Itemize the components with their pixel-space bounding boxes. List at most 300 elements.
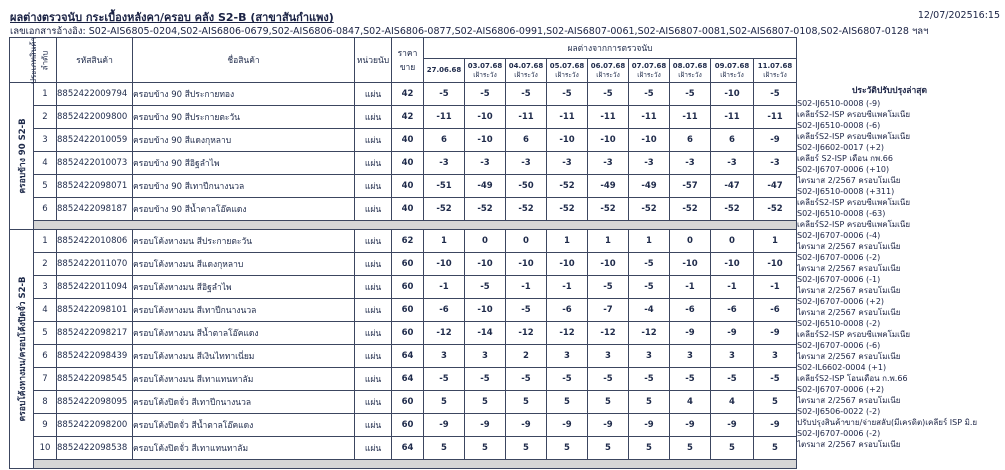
row-diff-value: 1 xyxy=(424,230,465,253)
remark-line: S02-IJ6506-0022 (-2) xyxy=(797,407,881,416)
row-seq: 9 xyxy=(34,414,57,437)
remarks-list xyxy=(797,98,1005,450)
row-diff-value: 6 xyxy=(711,129,754,152)
row-diff-value: 5 xyxy=(754,437,797,460)
row-diff-value: 3 xyxy=(711,345,754,368)
row-diff-value: -3 xyxy=(424,152,465,175)
row-diff-value: -11 xyxy=(711,106,754,129)
row-diff-value: -7 xyxy=(588,299,629,322)
remark-line: S02-IJ6707-0006 (-6) xyxy=(797,341,881,350)
row-price: 42 xyxy=(392,106,424,129)
row-diff-value: -52 xyxy=(711,198,754,221)
col-header-code: รหัสสินค้า xyxy=(57,38,133,83)
row-diff-value: -9 xyxy=(670,414,711,437)
row-diff-value: -1 xyxy=(754,276,797,299)
row-name: ครอบโค้งปิดจั่ว สีเทาแทนทาลัม xyxy=(133,437,355,460)
table-row xyxy=(10,368,797,391)
row-diff-value: 5 xyxy=(506,391,547,414)
print-datetime: 12/07/202516:15 xyxy=(917,10,1000,21)
row-price: 64 xyxy=(392,437,424,460)
row-diff-value: -9 xyxy=(711,414,754,437)
remark-line: เคลียร์S2-ISP ครอบซีแพคโมเนีย xyxy=(797,330,911,339)
row-diff-value: -10 xyxy=(547,253,588,276)
remarks-header: ประวัติปรับปรุงล่าสุด xyxy=(852,86,927,96)
row-name: ครอบข้าง 90 สีแดงกุหลาบ xyxy=(133,129,355,152)
row-diff-value: -4 xyxy=(629,299,670,322)
reference-docs: เลขเอกสารอ้างอิง: S02-AIS6805-0204,S02-AIS6806-0679,S02-AIS6806-0847,S02-AIS6806-0877,S02-AIS6806-0991,S02-AIS6807-0061,S02-AIS6807-0081,S02-AIS6807-0108,S02-AIS6807-0128 ฯลฯ xyxy=(10,26,929,37)
row-diff-value: 1 xyxy=(754,230,797,253)
row-price: 60 xyxy=(392,276,424,299)
remark-line: เคลียร์S2-ISP ครอบซีแพคโมเนีย xyxy=(797,110,911,119)
row-code: 8852422098538 xyxy=(57,437,133,460)
row-diff-value: -11 xyxy=(754,106,797,129)
remark-line: เคลียร์S2-ISP ครอบซีแพคโมเนีย xyxy=(797,132,911,141)
row-seq: 6 xyxy=(34,198,57,221)
row-name: ครอบโค้งปิดจั่ว สีน้ำตาลโอ๊คแดง xyxy=(133,414,355,437)
remark-line: เคลียร์ S2-ISP เดือน กพ.66 xyxy=(797,154,893,163)
row-diff-value: -5 xyxy=(754,83,797,106)
row-price: 60 xyxy=(392,253,424,276)
row-diff-value: -9 xyxy=(670,322,711,345)
row-diff-value: -50 xyxy=(506,175,547,198)
row-diff-value: -9 xyxy=(547,414,588,437)
row-unit: แผ่น xyxy=(355,276,392,299)
row-name: ครอบโค้งหางมน สีเงินไททาเนี่ยม xyxy=(133,345,355,368)
row-diff-value: -5 xyxy=(588,368,629,391)
row-code: 8852422098200 xyxy=(57,414,133,437)
row-diff-value: 5 xyxy=(629,391,670,414)
row-seq: 3 xyxy=(34,129,57,152)
remark-line: ไตรมาส 2/2567 ครอบโมเนีย xyxy=(797,176,901,185)
row-diff-value: 0 xyxy=(465,230,506,253)
row-diff-value: -5 xyxy=(465,368,506,391)
row-diff-value: -10 xyxy=(506,253,547,276)
row-unit: แผ่น xyxy=(355,437,392,460)
row-price: 60 xyxy=(392,391,424,414)
remark-line: S02-IJ6510-0008 (-2) xyxy=(797,319,881,328)
table-row xyxy=(10,152,797,175)
row-unit: แผ่น xyxy=(355,106,392,129)
row-unit: แผ่น xyxy=(355,322,392,345)
col-header-date: 08.07.68 เฝ้าระวัง xyxy=(670,59,711,83)
row-diff-value: -49 xyxy=(588,175,629,198)
row-diff-value: 4 xyxy=(711,391,754,414)
row-unit: แผ่น xyxy=(355,368,392,391)
row-price: 40 xyxy=(392,152,424,175)
row-diff-value: 4 xyxy=(670,391,711,414)
row-diff-value: -10 xyxy=(465,253,506,276)
row-seq: 1 xyxy=(34,230,57,253)
remark-line: S02-IJ6707-0006 (-2) xyxy=(797,253,881,262)
row-code: 8852422011070 xyxy=(57,253,133,276)
row-unit: แผ่น xyxy=(355,230,392,253)
row-diff-value: -12 xyxy=(588,322,629,345)
row-diff-value: -52 xyxy=(629,198,670,221)
row-diff-value: -5 xyxy=(754,368,797,391)
group-separator xyxy=(10,221,797,230)
row-code: 8852422098545 xyxy=(57,368,133,391)
row-diff-value: -52 xyxy=(670,198,711,221)
group-label: ครอบโค้งหางมน/ครอบโค้งปิดจั่ว S2-B xyxy=(17,276,28,422)
row-diff-value: -9 xyxy=(754,129,797,152)
row-diff-value: -5 xyxy=(465,276,506,299)
remark-line: S02-IJ6510-0008 (-6) xyxy=(797,121,881,130)
row-diff-value: -5 xyxy=(506,83,547,106)
row-diff-value: 5 xyxy=(424,391,465,414)
row-diff-value: -10 xyxy=(588,129,629,152)
table-body xyxy=(10,83,797,469)
row-diff-value: -6 xyxy=(547,299,588,322)
row-name: ครอบข้าง 90 สีเทาปีกนางนวล xyxy=(133,175,355,198)
row-code: 8852422098187 xyxy=(57,198,133,221)
row-name: ครอบข้าง 90 สีอิฐลำไพ xyxy=(133,152,355,175)
row-unit: แผ่น xyxy=(355,198,392,221)
table-row xyxy=(10,83,797,106)
row-diff-value: 5 xyxy=(424,437,465,460)
row-diff-value: -5 xyxy=(506,299,547,322)
row-diff-value: -1 xyxy=(670,276,711,299)
row-diff-value: 1 xyxy=(547,230,588,253)
row-unit: แผ่น xyxy=(355,345,392,368)
row-code: 8852422010073 xyxy=(57,152,133,175)
row-diff-value: -12 xyxy=(506,322,547,345)
row-seq: 4 xyxy=(34,299,57,322)
row-diff-value: -5 xyxy=(629,83,670,106)
row-diff-value: 5 xyxy=(547,437,588,460)
row-diff-value: -11 xyxy=(547,106,588,129)
row-diff-value: 5 xyxy=(711,437,754,460)
group-label: ครอบข้าง 90 S2-B xyxy=(17,118,28,194)
remark-line: ปรับปรุงสินค้าขาย/จ่ายสลับ(มีเครดิต)เคลียร์ ISP มิ.ย xyxy=(797,418,978,427)
row-diff-value: -5 xyxy=(629,276,670,299)
row-name: ครอบโค้งหางมน สีเทาแทนทาลัม xyxy=(133,368,355,391)
row-unit: แผ่น xyxy=(355,175,392,198)
table-row xyxy=(10,345,797,368)
table-row xyxy=(10,391,797,414)
row-diff-value: -10 xyxy=(465,106,506,129)
remark-line: S02-IJ6707-0006 (-2) xyxy=(797,429,881,438)
table-row xyxy=(10,230,797,253)
col-header-date: 06.07.68 เฝ้าระวัง xyxy=(588,59,629,83)
remark-line: S02-IJ6707-0006 (-1) xyxy=(797,275,881,284)
row-diff-value: -9 xyxy=(711,322,754,345)
row-diff-value: -9 xyxy=(424,414,465,437)
row-diff-value: -5 xyxy=(670,368,711,391)
col-header-name: ชื่อสินค้า xyxy=(133,38,355,83)
row-diff-value: -10 xyxy=(424,253,465,276)
row-diff-value: -3 xyxy=(547,152,588,175)
row-diff-value: 5 xyxy=(670,437,711,460)
row-seq: 4 xyxy=(34,152,57,175)
row-price: 60 xyxy=(392,322,424,345)
row-seq: 3 xyxy=(34,276,57,299)
row-diff-value: -10 xyxy=(465,129,506,152)
row-diff-value: -57 xyxy=(670,175,711,198)
row-diff-value: 0 xyxy=(506,230,547,253)
row-unit: แผ่น xyxy=(355,253,392,276)
col-header-price: ราคาขาย xyxy=(392,38,424,83)
remark-line: เคลียร์S2-ISP ครอบซีแพคโมเนีย xyxy=(797,220,911,229)
row-name: ครอบข้าง 90 สีน้ำตาลโอ๊คแดง xyxy=(133,198,355,221)
remark-line: S02-IJ6707-0006 (+2) xyxy=(797,385,885,394)
row-seq: 8 xyxy=(34,391,57,414)
row-diff-value: 2 xyxy=(506,345,547,368)
row-diff-value: -11 xyxy=(588,106,629,129)
row-diff-value: -1 xyxy=(547,276,588,299)
row-diff-value: -5 xyxy=(629,368,670,391)
table-row xyxy=(10,437,797,460)
remark-line: S02-IJ6602-0017 (+2) xyxy=(797,143,885,152)
col-header-type: ประเภทสินค้า xyxy=(10,38,34,83)
remark-line: ไตรมาส 2/2567 ครอบโมเนีย xyxy=(797,286,901,295)
row-diff-value: 3 xyxy=(588,345,629,368)
remark-line: S02-IJ6707-0006 (+2) xyxy=(797,297,885,306)
row-unit: แผ่น xyxy=(355,299,392,322)
row-diff-value: -1 xyxy=(506,276,547,299)
row-code: 8852422098439 xyxy=(57,345,133,368)
row-diff-value: 6 xyxy=(424,129,465,152)
row-diff-value: -10 xyxy=(588,253,629,276)
row-diff-value: -47 xyxy=(754,175,797,198)
col-header-diff-group: ผลต่างจากการตรวจนับ xyxy=(424,38,797,59)
row-diff-value: -52 xyxy=(754,198,797,221)
row-diff-value: -12 xyxy=(629,322,670,345)
row-diff-value: -52 xyxy=(465,198,506,221)
remark-line: S02-IJ6510-0008 (-9) xyxy=(797,99,881,108)
row-name: ครอบโค้งหางมน สีเทาปีกนางนวล xyxy=(133,299,355,322)
row-diff-value: 0 xyxy=(670,230,711,253)
row-diff-value: -52 xyxy=(547,175,588,198)
row-diff-value: -9 xyxy=(506,414,547,437)
col-header-date: 03.07.68 เฝ้าระวัง xyxy=(465,59,506,83)
row-unit: แผ่น xyxy=(355,391,392,414)
row-diff-value: -5 xyxy=(465,83,506,106)
row-diff-value: 3 xyxy=(465,345,506,368)
row-diff-value: 3 xyxy=(754,345,797,368)
row-diff-value: -10 xyxy=(711,83,754,106)
row-diff-value: -9 xyxy=(754,322,797,345)
row-diff-value: -3 xyxy=(711,152,754,175)
table-row xyxy=(10,322,797,345)
col-header-date: 11.07.68 เฝ้าระวัง xyxy=(754,59,797,83)
row-diff-value: -49 xyxy=(465,175,506,198)
remark-line: ไตรมาส 2/2567 ครอบโมเนีย xyxy=(797,440,901,449)
row-diff-value: 5 xyxy=(588,391,629,414)
row-diff-value: 1 xyxy=(629,230,670,253)
row-diff-value: 6 xyxy=(670,129,711,152)
row-diff-value: -3 xyxy=(754,152,797,175)
row-diff-value: 3 xyxy=(629,345,670,368)
row-diff-value: -5 xyxy=(424,368,465,391)
table-row xyxy=(10,198,797,221)
row-price: 62 xyxy=(392,230,424,253)
col-header-first-date: 27.06.68 xyxy=(424,59,465,83)
row-seq: 5 xyxy=(34,322,57,345)
col-header-date: 05.07.68 เฝ้าระวัง xyxy=(547,59,588,83)
row-name: ครอบโค้งหางมน สีประกายตะวัน xyxy=(133,230,355,253)
row-diff-value: -9 xyxy=(465,414,506,437)
row-price: 60 xyxy=(392,414,424,437)
row-diff-value: 1 xyxy=(588,230,629,253)
row-price: 64 xyxy=(392,345,424,368)
table-row xyxy=(10,299,797,322)
row-diff-value: -6 xyxy=(424,299,465,322)
group-separator xyxy=(10,460,797,469)
row-seq: 5 xyxy=(34,175,57,198)
row-diff-value: -12 xyxy=(547,322,588,345)
col-header-date: 04.07.68 เฝ้าระวัง xyxy=(506,59,547,83)
row-price: 40 xyxy=(392,198,424,221)
remark-line: S02-IJ6510-0008 (-63) xyxy=(797,209,886,218)
row-diff-value: -11 xyxy=(670,106,711,129)
remark-line: S02-IL6602-0004 (+1) xyxy=(797,363,887,372)
row-diff-value: -5 xyxy=(506,368,547,391)
row-diff-value: 5 xyxy=(588,437,629,460)
row-diff-value: -3 xyxy=(629,152,670,175)
row-diff-value: 5 xyxy=(547,391,588,414)
row-diff-value: -9 xyxy=(629,414,670,437)
col-header-date: 09.07.68 เฝ้าระวัง xyxy=(711,59,754,83)
row-diff-value: -6 xyxy=(754,299,797,322)
row-diff-value: -10 xyxy=(670,253,711,276)
row-diff-value: -11 xyxy=(506,106,547,129)
row-seq: 7 xyxy=(34,368,57,391)
row-diff-value: -9 xyxy=(754,414,797,437)
row-diff-value: 5 xyxy=(506,437,547,460)
row-diff-value: -5 xyxy=(547,83,588,106)
row-code: 8852422010059 xyxy=(57,129,133,152)
row-diff-value: -9 xyxy=(588,414,629,437)
row-seq: 10 xyxy=(34,437,57,460)
row-unit: แผ่น xyxy=(355,129,392,152)
row-name: ครอบโค้งหางมน สีอิฐลำไพ xyxy=(133,276,355,299)
row-diff-value: -10 xyxy=(754,253,797,276)
remark-line: เคลียร์S2-ISP โอนเดือน ก.พ.66 xyxy=(797,374,908,383)
row-diff-value: -6 xyxy=(670,299,711,322)
row-diff-value: -14 xyxy=(465,322,506,345)
row-diff-value: -3 xyxy=(670,152,711,175)
remark-line: S02-IJ6510-0008 (+311) xyxy=(797,187,895,196)
row-diff-value: 5 xyxy=(754,391,797,414)
row-code: 8852422010806 xyxy=(57,230,133,253)
row-unit: แผ่น xyxy=(355,414,392,437)
row-code: 8852422009800 xyxy=(57,106,133,129)
table-row xyxy=(10,253,797,276)
table-row xyxy=(10,276,797,299)
row-unit: แผ่น xyxy=(355,83,392,106)
row-diff-value: -52 xyxy=(547,198,588,221)
row-name: ครอบข้าง 90 สีประกายทอง xyxy=(133,83,355,106)
row-diff-value: 5 xyxy=(465,437,506,460)
row-diff-value: 3 xyxy=(670,345,711,368)
remark-line: ไตรมาส 2/2567 ครอบโมเนีย xyxy=(797,264,901,273)
row-seq: 2 xyxy=(34,106,57,129)
col-header-seq: ลำดับ xyxy=(34,38,57,83)
remark-line: S02-IJ6707-0006 (+10) xyxy=(797,165,890,174)
row-seq: 6 xyxy=(34,345,57,368)
group-label-cell xyxy=(10,83,34,230)
row-name: ครอบโค้งหางมน สีน้ำตาลโอ๊คแดง xyxy=(133,322,355,345)
row-diff-value: 0 xyxy=(711,230,754,253)
row-code: 8852422098101 xyxy=(57,299,133,322)
table-row xyxy=(10,414,797,437)
remark-line: ไตรมาส 2/2567 ครอบโมเนีย xyxy=(797,352,901,361)
row-diff-value: -5 xyxy=(629,253,670,276)
row-price: 40 xyxy=(392,175,424,198)
row-diff-value: -1 xyxy=(711,276,754,299)
row-diff-value: -52 xyxy=(424,198,465,221)
row-diff-value: -5 xyxy=(711,368,754,391)
row-diff-value: -12 xyxy=(424,322,465,345)
row-diff-value: -10 xyxy=(465,299,506,322)
row-diff-value: -11 xyxy=(629,106,670,129)
row-diff-value: -3 xyxy=(506,152,547,175)
row-price: 64 xyxy=(392,368,424,391)
row-diff-value: -5 xyxy=(588,276,629,299)
row-code: 8852422098095 xyxy=(57,391,133,414)
row-diff-value: 3 xyxy=(424,345,465,368)
row-unit: แผ่น xyxy=(355,152,392,175)
row-diff-value: -6 xyxy=(711,299,754,322)
table-row xyxy=(10,129,797,152)
row-diff-value: -11 xyxy=(424,106,465,129)
table-row xyxy=(10,175,797,198)
col-header-unit: หน่วยนับ xyxy=(355,38,392,83)
row-diff-value: -3 xyxy=(465,152,506,175)
row-seq: 2 xyxy=(34,253,57,276)
table-row xyxy=(10,106,797,129)
row-diff-value: -10 xyxy=(711,253,754,276)
row-diff-value: -1 xyxy=(424,276,465,299)
remark-line: เคลียร์S2-ISP ครอบซีแพคโมเนีย xyxy=(797,198,911,207)
remark-line: ไตรมาส 2/2567 ครอบโมเนีย xyxy=(797,242,901,251)
row-code: 8852422098217 xyxy=(57,322,133,345)
row-name: ครอบโค้งปิดจั่ว สีเทาปีกนางนวล xyxy=(133,391,355,414)
row-code: 8852422011094 xyxy=(57,276,133,299)
row-diff-value: -3 xyxy=(588,152,629,175)
row-diff-value: 5 xyxy=(465,391,506,414)
row-diff-value: -5 xyxy=(547,368,588,391)
row-diff-value: -5 xyxy=(670,83,711,106)
row-diff-value: -5 xyxy=(588,83,629,106)
row-name: ครอบโค้งหางมน สีแดงกุหลาบ xyxy=(133,253,355,276)
row-price: 40 xyxy=(392,129,424,152)
row-price: 42 xyxy=(392,83,424,106)
remark-line: S02-IJ6707-0006 (-4) xyxy=(797,231,881,240)
row-diff-value: -49 xyxy=(629,175,670,198)
report-title: ผลต่างตรวจนับ กระเบื้องหลังคา/ครอบ คลัง S2-B (สาขาสันกำแพง) xyxy=(10,11,334,24)
row-diff-value: -47 xyxy=(711,175,754,198)
row-diff-value: -10 xyxy=(547,129,588,152)
row-diff-value: -52 xyxy=(506,198,547,221)
row-price: 60 xyxy=(392,299,424,322)
stock-count-table xyxy=(9,37,797,469)
row-diff-value: -5 xyxy=(424,83,465,106)
row-code: 8852422009794 xyxy=(57,83,133,106)
row-diff-value: 3 xyxy=(547,345,588,368)
group-label-cell xyxy=(10,230,34,469)
remark-line: ไตรมาส 2/2567 ครอบโมเนีย xyxy=(797,308,901,317)
row-diff-value: -51 xyxy=(424,175,465,198)
row-code: 8852422098071 xyxy=(57,175,133,198)
row-diff-value: 5 xyxy=(629,437,670,460)
remark-line: ไตรมาส 2/2567 ครอบโมเนีย xyxy=(797,396,901,405)
row-name: ครอบข้าง 90 สีประกายตะวัน xyxy=(133,106,355,129)
row-diff-value: -52 xyxy=(588,198,629,221)
col-header-date: 07.07.68 เฝ้าระวัง xyxy=(629,59,670,83)
row-diff-value: 6 xyxy=(506,129,547,152)
row-seq: 1 xyxy=(34,83,57,106)
